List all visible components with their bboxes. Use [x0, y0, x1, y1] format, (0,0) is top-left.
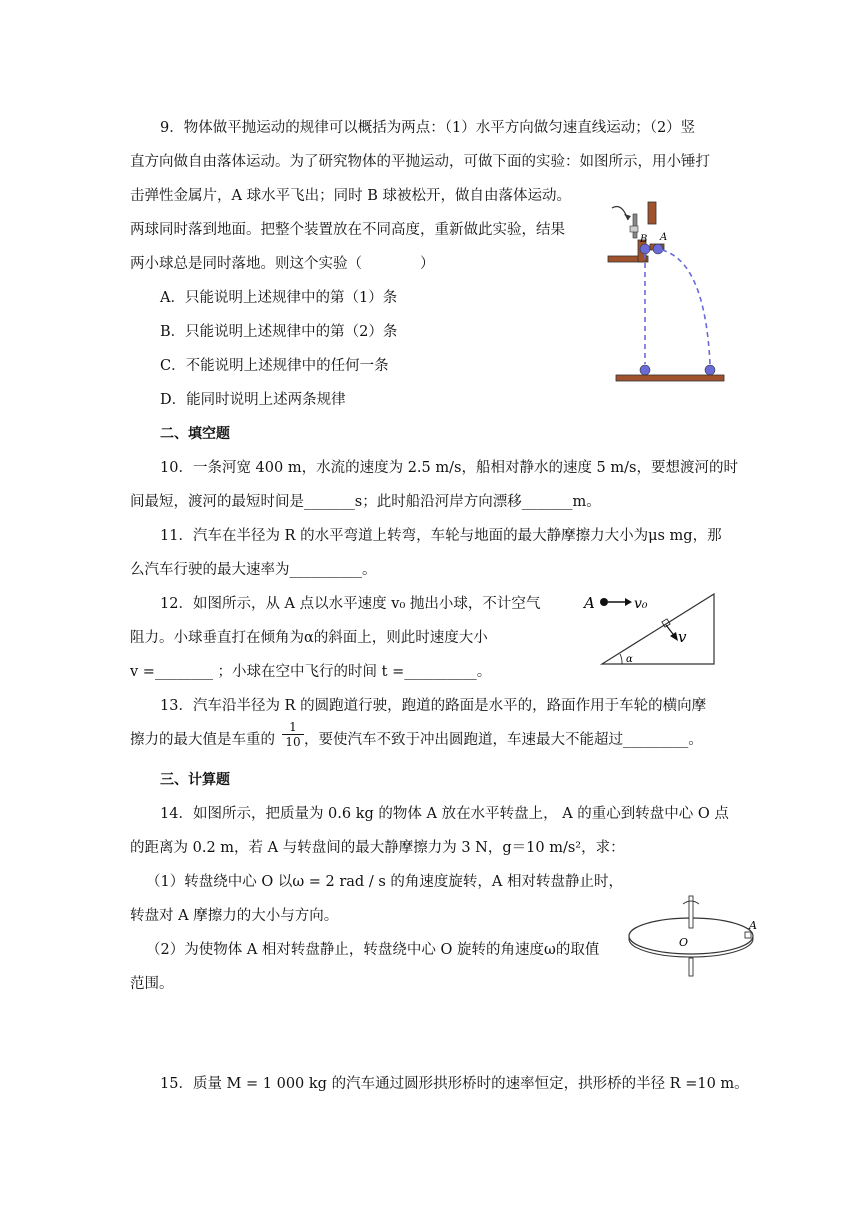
- q13-line-2b: ，要使汽车不致于冲出圆跑道，车速最大不能超过_________。: [304, 732, 703, 748]
- q9-line-2: 直方向做自由落体运动。为了研究物体的平抛运动，可做下面的实验：如图所示，用小锤打: [130, 154, 710, 170]
- fig-label-o: O: [679, 936, 689, 949]
- q14-line-4: 转盘对 A 摩擦力的大小与方向。: [130, 908, 339, 924]
- fraction: [282, 720, 304, 749]
- q10-line-2: 间最短，渡河的最短时间是_______s；此时船沿河岸方向漂移_______m。: [130, 494, 601, 510]
- q9-option-a: A．只能说明上述规律中的第（1）条: [160, 290, 398, 306]
- fig-label-v: v: [678, 628, 687, 646]
- q9-line-4: 两球同时落到地面。把整个装置放在不同高度，重新做此实验，结果: [130, 222, 565, 238]
- q12-line-2: 阻力。小球垂直打在倾角为α的斜面上，则此时速度大小: [130, 630, 488, 646]
- q12-line-3: v =________ ；小球在空中飞行的时间 t =__________。: [130, 664, 492, 680]
- fig-label-a: A: [660, 232, 668, 243]
- q9-option-c: C．不能说明上述规律中的任何一条: [160, 358, 389, 374]
- section-calculation-title: 三、计算题: [160, 772, 230, 788]
- q13-line-2a: 擦力的最大值是车重的: [130, 732, 275, 748]
- fraction-numerator: 1: [282, 720, 304, 735]
- section-fill-blank-title: 二、填空题: [160, 426, 230, 442]
- fraction-denominator: 10: [285, 735, 301, 749]
- fig-label-b: B: [640, 234, 648, 245]
- q14-line-2: 的距离为 0.2 m，若 A 与转盘间的最大静摩擦力为 3 N，g＝10 m/s²，求：: [130, 840, 625, 856]
- q9-line-1: 9．物体做平抛运动的规律可以概括为两点：（1）水平方向做匀速直线运动；（2）竖: [160, 120, 696, 136]
- q9-line-3: 击弹性金属片，A 球水平飞出；同时 B 球被松开，做自由落体运动。: [130, 188, 571, 204]
- q9-option-b: B．只能说明上述规律中的第（2）条: [160, 324, 398, 340]
- projectile-experiment-figure: [600, 192, 730, 392]
- incline-figure: [580, 588, 730, 668]
- fig-label-alpha: α: [626, 654, 633, 665]
- q11-line-1: 11．汽车在半径为 R 的水平弯道上转弯，车轮与地面的最大静摩擦力大小为μs mg，那: [160, 528, 722, 544]
- q15-line-1: 15．质量 M = 1 000 kg 的汽车通过圆形拱形桥时的速率恒定，拱形桥的半径 R =10 m。: [160, 1076, 749, 1092]
- fig-label-v0: v₀: [634, 596, 648, 612]
- q14-line-6: 范围。: [130, 976, 174, 992]
- q13-line-1: 13．汽车沿半径为 R 的圆跑道行驶，跑道的路面是水平的，路面作用于车轮的横向摩: [160, 698, 707, 714]
- q10-line-1: 10．一条河宽 400 m，水流的速度为 2.5 m/s，船相对静水的速度 5 m/s，要想渡河的时: [160, 460, 738, 476]
- q11-line-2: 么汽车行驶的最大速率为__________。: [130, 562, 377, 578]
- fig-label-a: A: [749, 919, 757, 932]
- q14-line-1: 14．如图所示，把质量为 0.6 kg 的物体 A 放在水平转盘上， A 的重心到转盘中心 O 点: [160, 806, 729, 822]
- q14-line-3: （1）转盘绕中心 O 以ω = 2 rad / s 的角速度旋转，A 相对转盘静止时，: [146, 874, 623, 890]
- q12-line-1: 12．如图所示，从 A 点以水平速度 v₀ 抛出小球，不计空气: [160, 596, 541, 612]
- fig-label-a: A: [584, 594, 595, 612]
- turntable-figure: [625, 892, 760, 982]
- q9-option-d: D．能同时说明上述两条规律: [160, 392, 346, 408]
- q14-line-5: （2）为使物体 A 相对转盘静止，转盘绕中心 O 旋转的角速度ω的取值: [146, 942, 600, 958]
- q9-line-5: 两小球总是同时落地。则这个实验（ ）: [130, 256, 435, 272]
